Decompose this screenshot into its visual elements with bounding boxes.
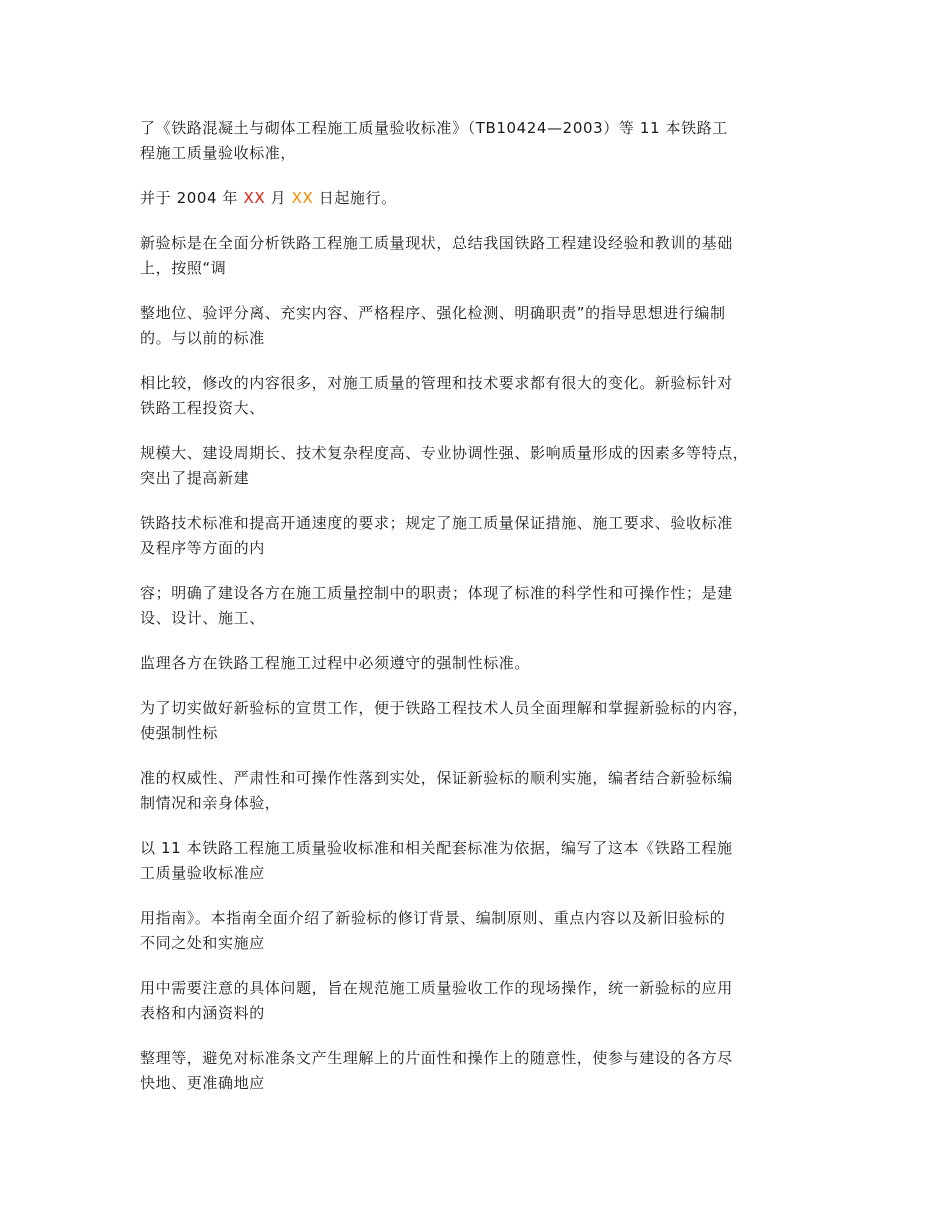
text-line: 铁路工程投资大、 (140, 399, 265, 417)
text-line: 用中需要注意的具体问题，旨在规范施工质量验收工作的现场操作，统一新验标的应用 (140, 979, 733, 997)
paragraph-guiding-ideas (140, 301, 830, 351)
text-line: 监理各方在铁路工程施工过程中必须遵守的强制性标准。 (140, 654, 531, 672)
text-line: 以 11 本铁路工程施工质量验收标准和相关配套标准为依据，编写了这本《铁路工程施 (140, 839, 733, 857)
text-line: 不同之处和实施应 (140, 934, 265, 952)
text-line: 工质量验收标准应 (140, 864, 265, 882)
text-line: 突出了提高新建 (140, 469, 250, 487)
paragraph-comparison (140, 371, 830, 421)
text-line: 了《铁路混凝土与砌体工程施工质量验收标准》（TB10424—2003）等 11 本铁路工 (140, 119, 728, 137)
month-placeholder: XX (243, 189, 266, 207)
paragraph-purpose (140, 976, 830, 1026)
text-line: 为了切实做好新验标的宣贯工作，便于铁路工程技术人员全面理解和掌握新验标的内容， (140, 699, 749, 717)
paragraph-basis-of-guide (140, 836, 830, 886)
text-line: 准的权威性、严肃性和可操作性落到实处，保证新验标的顺利实施，编者结合新验标编 (140, 769, 733, 787)
text-line: 用指南》。本指南全面介绍了新验标的修订背景、编制原则、重点内容以及新旧验标的 (140, 909, 726, 927)
date-suffix: 日起施行。 (313, 189, 397, 207)
paragraph-authority (140, 766, 830, 816)
text-line: 铁路技术标准和提高开通速度的要求；规定了施工质量保证措施、施工要求、验收标准 (140, 514, 733, 532)
text-line: 上，按照“调 (140, 259, 227, 277)
paragraph-guide-contents (140, 906, 830, 956)
text-line: 整理等，避免对标准条文产生理解上的片面性和操作上的随意性，使参与建设的各方尽 (140, 1049, 733, 1067)
text-line: 新验标是在全面分析铁路工程施工质量现状，总结我国铁路工程建设经验和教训的基础 (140, 234, 733, 252)
paragraph-effective-date (140, 186, 830, 211)
text-line: 使强制性标 (140, 724, 219, 742)
paragraph-characteristics (140, 441, 830, 491)
text-line: 的。与以前的标准 (140, 329, 265, 347)
paragraph-promotion (140, 696, 830, 746)
day-placeholder: XX (291, 189, 314, 207)
text-line: 相比较，修改的内容很多，对施工质量的管理和技术要求都有很大的变化。新验标针对 (140, 374, 733, 392)
text-line: 容；明确了建设各方在施工质量控制中的职责；体现了标准的科学性和可操作性；是建 (140, 584, 733, 602)
text-line: 及程序等方面的内 (140, 539, 265, 557)
text-line: 设、设计、施工、 (140, 609, 265, 627)
month-word: 月 (265, 189, 292, 207)
text-line: 制情况和亲身体验， (140, 794, 281, 812)
date-prefix: 并于 2004 年 (140, 189, 244, 207)
text-line: 规模大、建设周期长、技术复杂程度高、专业协调性强、影响质量形成的因素多等特点， (140, 444, 749, 462)
paragraph-new-standard-basis (140, 231, 830, 281)
paragraph-responsibilities (140, 581, 830, 631)
paragraph-mandatory-standard (140, 651, 830, 676)
paragraph-standard-intro (140, 116, 830, 166)
text-line: 整地位、验评分离、充实内容、严格程序、强化检测、明确职责”的指导思想进行编制 (140, 304, 726, 322)
text-line: 程施工质量验收标准， (140, 144, 297, 162)
text-line (140, 186, 830, 211)
text-line: 表格和内涵资料的 (140, 1004, 265, 1022)
paragraph-consistency (140, 1046, 830, 1096)
paragraph-technical-standards (140, 511, 830, 561)
text-line: 快地、更准确地应 (140, 1074, 265, 1092)
